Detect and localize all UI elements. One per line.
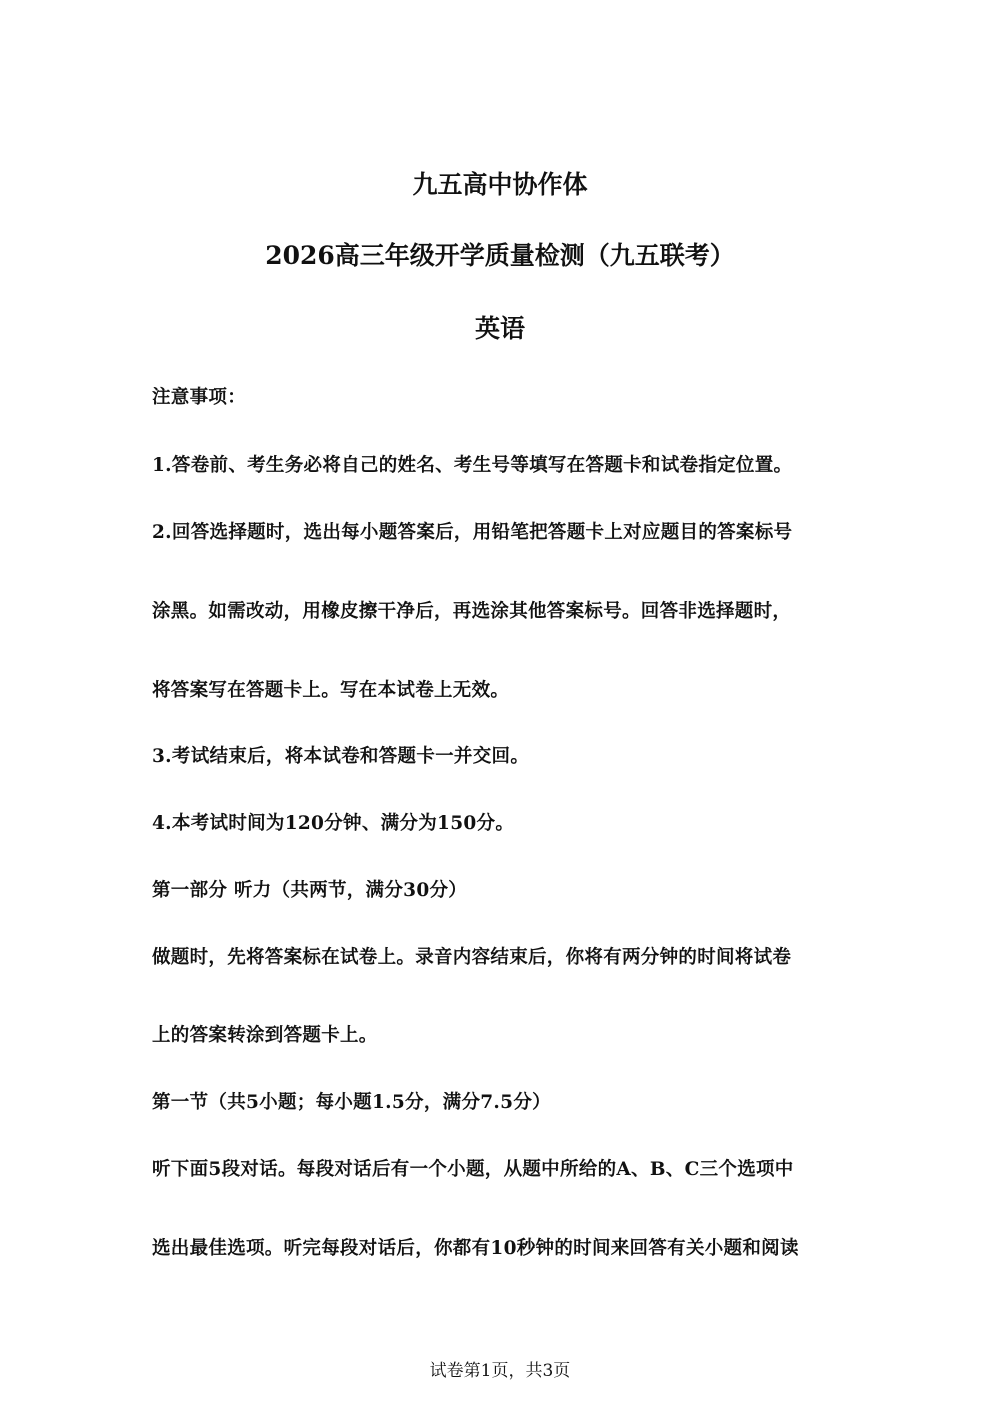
section1-heading: 第一节（共5小题；每小题1.5分，满分7.5分） — [152, 1092, 551, 1113]
part1-instruction: 做题时，先将答案标在试卷上。录音内容结束后，你将有两分钟的时间将试卷 — [152, 947, 792, 968]
notice-line: 涂黑。如需改动，用橡皮擦干净后，再选涂其他答案标号。回答非选择题时， — [152, 601, 792, 622]
notice-line: 将答案写在答题卡上。写在本试卷上无效。 — [152, 680, 510, 701]
exam-title: 2026高三年级开学质量检测（九五联考） — [265, 241, 735, 270]
page-footer: 试卷第1页，共3页 — [429, 1361, 571, 1381]
notice-line: 4.本考试时间为120分钟、满分为150分。 — [152, 813, 515, 834]
notice-heading: 注意事项： — [152, 387, 247, 408]
part1-instruction: 上的答案转涂到答题卡上。 — [152, 1025, 378, 1046]
subject-title: 英语 — [474, 314, 525, 343]
section1-instruction: 选出最佳选项。听完每段对话后，你都有10秒钟的时间来回答有关小题和阅读 — [152, 1238, 799, 1259]
notice-line: 3.考试结束后，将本试卷和答题卡一并交回。 — [152, 746, 530, 767]
notice-line: 2.回答选择题时，选出每小题答案后，用铅笔把答题卡上对应题目的答案标号 — [152, 522, 793, 543]
org-title: 九五高中协作体 — [412, 170, 588, 199]
notice-line: 1.答卷前、考生务必将自己的姓名、考生号等填写在答题卡和试卷指定位置。 — [152, 455, 793, 476]
section1-instruction: 听下面5段对话。每段对话后有一个小题，从题中所给的A、B、C三个选项中 — [152, 1159, 794, 1180]
part1-heading: 第一部分 听力（共两节，满分30分） — [152, 880, 468, 901]
